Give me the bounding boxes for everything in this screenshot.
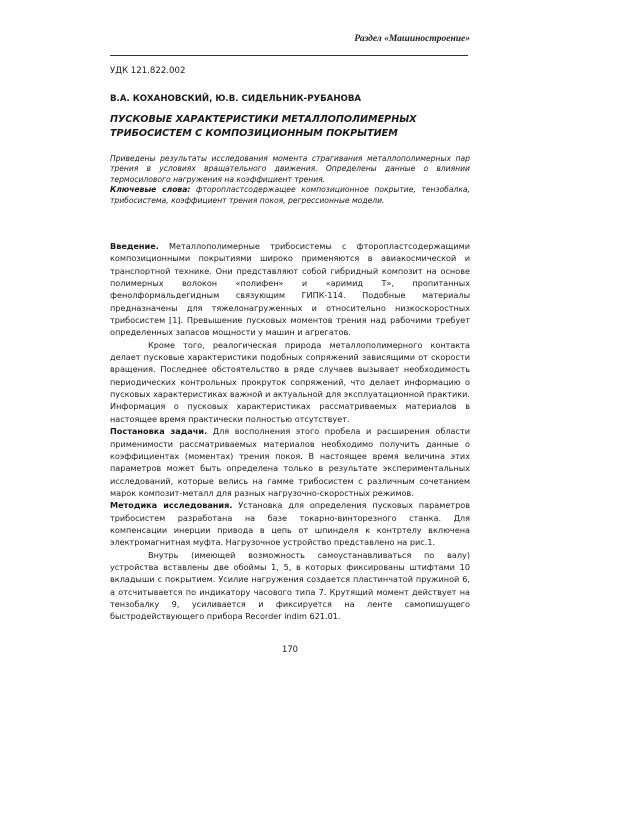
task-paragraph [110, 425, 470, 499]
keywords-text: фторопластсодержащее композиционное покрытие, тензобалка, трибосистема, коэффициент трения покоя, регрессионные модели. [110, 185, 470, 205]
paragraph-2: Кроме того, реалогическая природа металлополимерного контакта делает пусковые характеристики подобных сопряжений зависящими от скорости вращения. Последнее обстоятельство в ряде случаев вызывает необходимость периодических контрольных прокруток сопряжений, что делает информацию о пусковых характеристиках важной и актуальной для эксплуатационной практики. Информация о пусковых характеристиках рассматриваемых материалов в настоящее время практически полностью отсутствует. [110, 339, 470, 424]
authors: В.А. КОХАНОВСКИЙ, Ю.В. СИДЕЛЬНИК-РУБАНОВА [110, 94, 362, 104]
method-text: Установка для определения пусковых параметров трибосистем разработана на базе токарно-винторезного станка. Для компенсации инерции привода в цепь от шпинделя к контртелу включена электромагнитная муфта. Нагрузочное устройство представлено на рис.1. [110, 500, 470, 548]
intro-text: Металлополимерные трибосистемы с фторопластсодержащими композиционными покрытиями широко применяются в авиакосмической и транспортной технике. Они представляют собой гибридный композит на основе полимерных волокон «полифен» и «аримид Т», пропитанных фенолформальдегидным связующим ГИПК-114. Подобные материалы предназначены для тяжелонагруженных и относительно низкоскоростных трибосистем [1]. Превышение пусковых моментов трения над рабочими требует определенных запасов мощности у машин и агрегатов. [110, 241, 470, 338]
page-number: 170 [282, 644, 298, 654]
running-head-section: Раздел «Машиностроение» [354, 34, 470, 44]
abstract-text: Приведены результаты исследования момента страгивания металлополимерных пар трения в условиях вращательного движения. Определены данные о влиянии термосилового нагружения на коэффициент трения. [110, 154, 470, 184]
abstract-block [110, 154, 470, 206]
intro-paragraph [110, 240, 470, 339]
intro-heading: Введение. [110, 241, 159, 251]
method-heading: Методика исследования. [110, 500, 233, 511]
task-heading: Постановка задачи. [110, 426, 208, 437]
task-text: Для восполнения этого пробела и расширения области применимости рассматриваемых материалов необходимо получить данные о коэффициентах (моментах) трения покоя. В настоящее время величина этих параметров может быть определена только в результате экспериментальных исследований, которые велись на гамме трибосистем с различным сочетанием марок композит-металл для разных нагрузочно-скоростных режимов. [110, 426, 470, 498]
keywords-label: Ключевые слова: [110, 185, 191, 195]
header-divider [110, 55, 468, 56]
paragraph-5: Внутрь (имеющей возможность самоустанавливаться по валу) устройства вставлены две обоймы 1, 5, в которых фиксированы штифтами 10 вкладыши с покрытием. Усилие нагружения создается пластинчатой пружиной 6, а отсчитывается по индикатору часового типа 7. Крутящий момент действует на тензобалку 9, усиливается и фиксируется на ленте самопишущего быстродействующего прибора Recorder indim 621.01. [110, 549, 470, 622]
article-body [110, 240, 470, 623]
udc-code: УДК 121.822.002 [110, 66, 186, 76]
article-title: ПУСКОВЫЕ ХАРАКТЕРИСТИКИ МЕТАЛЛОПОЛИМЕРНЫХ ТРИБОСИСТЕМ С КОМПОЗИЦИОННЫМ ПОКРЫТИЕМ [110, 114, 417, 139]
method-paragraph [110, 499, 470, 548]
